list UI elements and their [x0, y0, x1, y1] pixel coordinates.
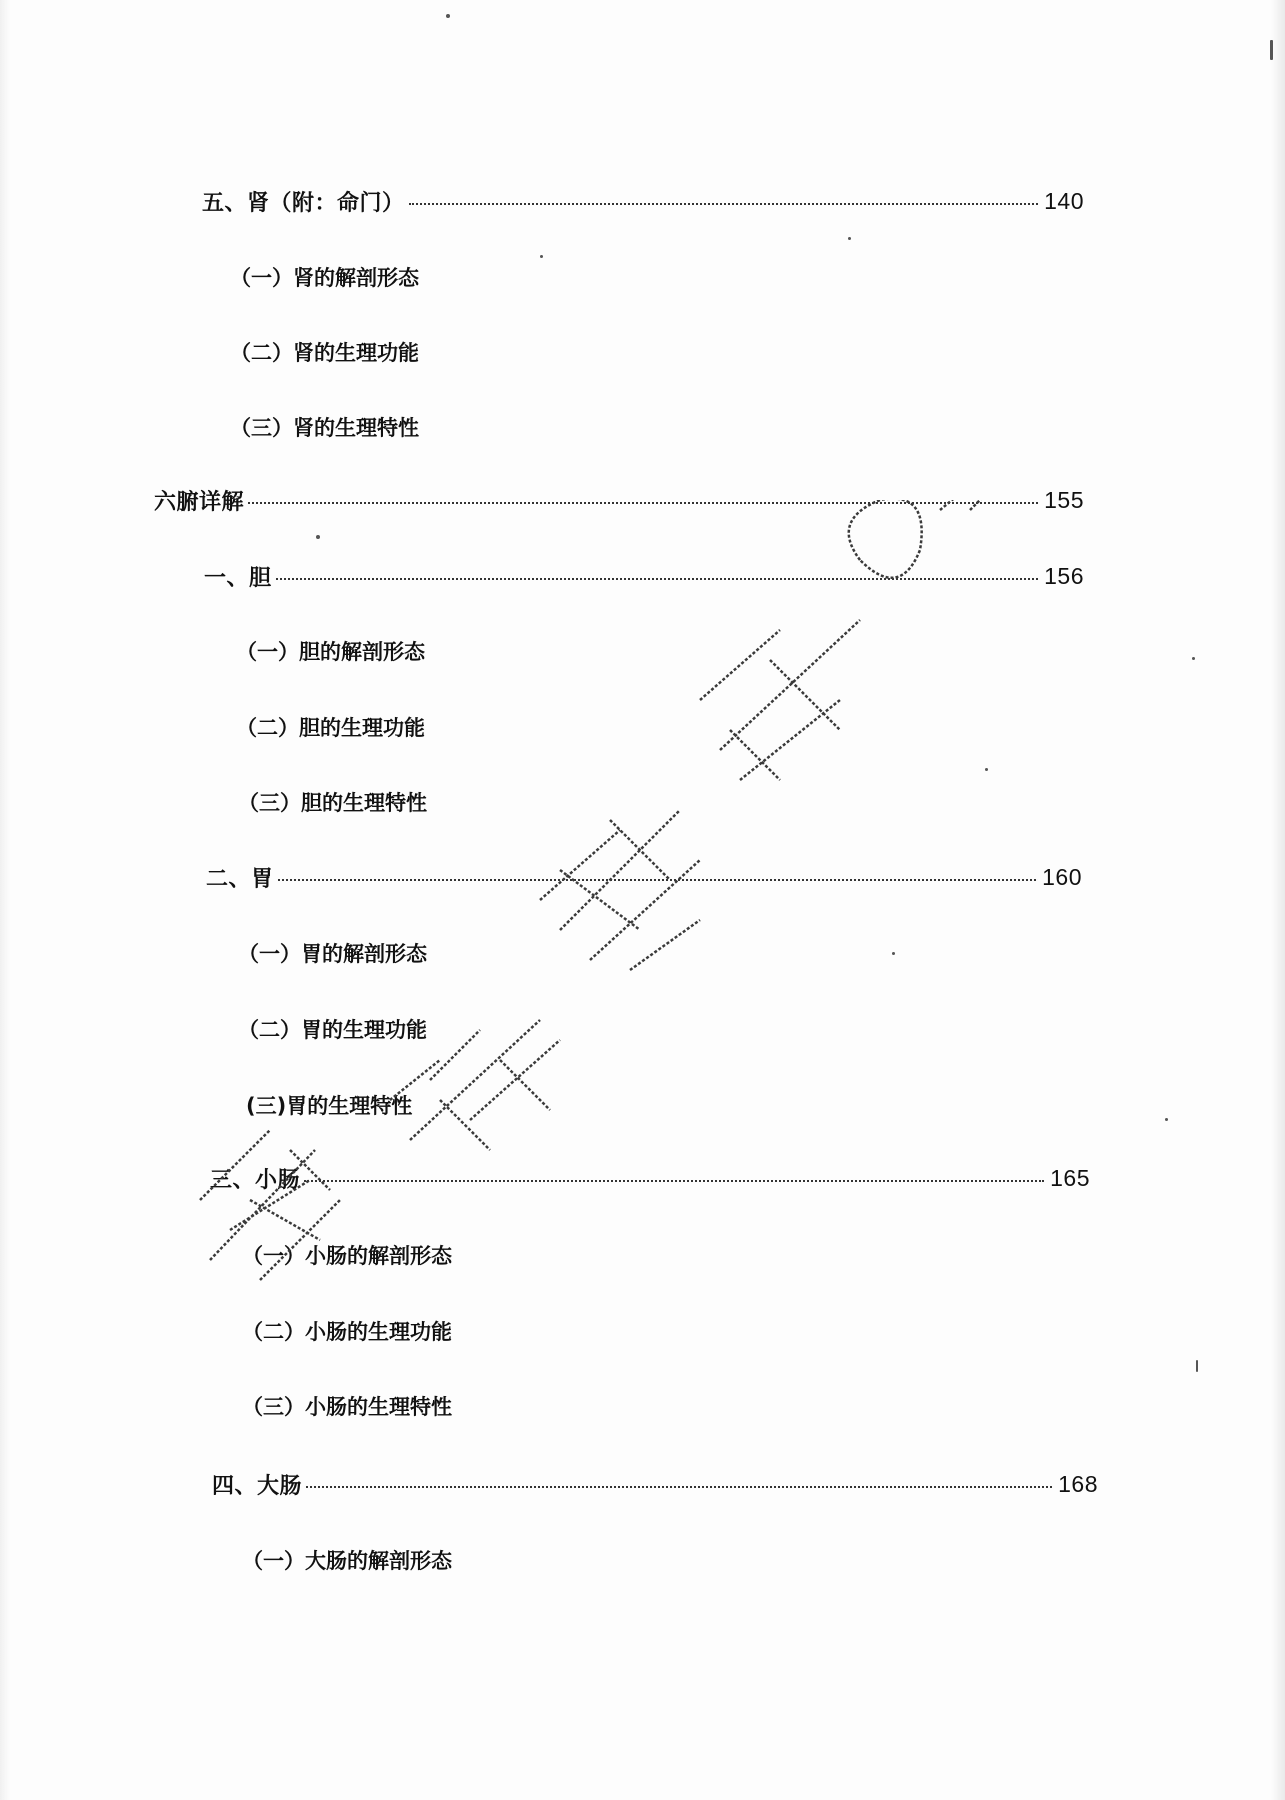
- toc-entry-title: （二）小肠的生理功能: [242, 1320, 452, 1344]
- toc-entry-title: 二、胃: [206, 866, 274, 892]
- toc-entry-sub[interactable]: [230, 407, 419, 447]
- scan-edge-left: [0, 0, 10, 1800]
- toc-entry-sub[interactable]: [236, 707, 425, 747]
- toc-page-number: 156: [1044, 562, 1084, 589]
- scan-speck: [892, 952, 895, 955]
- scan-edge-right: [1271, 0, 1285, 1800]
- toc-entry-section[interactable]: [206, 857, 1082, 897]
- toc-page-number: 155: [1044, 486, 1084, 513]
- toc-entry-title: （二）胃的生理功能: [238, 1018, 427, 1042]
- scan-speck: [848, 237, 851, 240]
- toc-page-number: 140: [1044, 187, 1084, 214]
- toc-entry-sub[interactable]: [230, 332, 419, 372]
- toc-entry-title: （一）小肠的解剖形态: [242, 1244, 452, 1268]
- toc-entry-title: 六腑详解: [154, 489, 245, 515]
- toc-entry-title: 三、小肠: [210, 1167, 301, 1193]
- toc-entry-sub[interactable]: [242, 1235, 452, 1275]
- scan-speck: [316, 535, 320, 539]
- toc-entry-sub[interactable]: [246, 1085, 412, 1125]
- scan-speck: [446, 14, 450, 18]
- toc-entry-sub[interactable]: [242, 1386, 452, 1426]
- toc-entry-sub[interactable]: [238, 1009, 427, 1049]
- toc-entry-section[interactable]: [212, 1464, 1098, 1504]
- toc-page-number: 168: [1058, 1470, 1098, 1497]
- toc-entry-sub[interactable]: [236, 631, 425, 671]
- toc-entry-title: 四、大肠: [212, 1473, 303, 1499]
- toc-entry-section[interactable]: [204, 556, 1084, 596]
- toc-entry-title: （二）肾的生理功能: [230, 341, 419, 365]
- toc-entry-sub[interactable]: [242, 1311, 452, 1351]
- toc-entry-sub[interactable]: [242, 1540, 452, 1580]
- toc-entry-title: (三)胃的生理特性: [246, 1094, 413, 1118]
- toc-entry-sub[interactable]: [238, 782, 427, 822]
- toc-entry-title: 五、肾（附：命门）: [202, 190, 405, 216]
- toc-dot-leader: [248, 502, 1038, 504]
- toc-page-number: 165: [1050, 1164, 1090, 1191]
- toc-entry-title: （一）肾的解剖形态: [230, 266, 419, 290]
- toc-entry-title: （一）大肠的解剖形态: [242, 1549, 452, 1573]
- toc-entry-title: （一）胆的解剖形态: [236, 640, 425, 664]
- toc-entry-title: （三）小肠的生理特性: [242, 1395, 452, 1419]
- toc-dot-leader: [276, 578, 1039, 580]
- toc-entry-chapter[interactable]: [154, 480, 1084, 520]
- toc-entry-section[interactable]: [202, 181, 1084, 221]
- scan-speck: [1192, 657, 1195, 660]
- scan-speck: [985, 768, 988, 771]
- scan-speck: [1270, 40, 1273, 60]
- scan-speck: [1165, 1118, 1168, 1121]
- toc-entry-title: 一、胆: [204, 565, 272, 591]
- toc-dot-leader: [409, 203, 1039, 205]
- toc-entry-title: （三）胆的生理特性: [238, 791, 427, 815]
- toc-entry-section[interactable]: [210, 1158, 1090, 1198]
- toc-dot-leader: [306, 1486, 1052, 1488]
- toc-dot-leader: [278, 879, 1037, 881]
- toc-dot-leader: [304, 1180, 1044, 1182]
- toc-page-number: 160: [1042, 863, 1082, 890]
- toc-entry-title: （一）胃的解剖形态: [238, 942, 427, 966]
- scan-speck: [1196, 1360, 1198, 1372]
- toc-entry-sub[interactable]: [238, 933, 427, 973]
- toc-entry-title: （二）胆的生理功能: [236, 716, 425, 740]
- watermark-glyph-4: [700, 620, 860, 780]
- toc-entry-sub[interactable]: [230, 257, 419, 297]
- scan-speck: [540, 255, 543, 258]
- toc-entry-title: （三）肾的生理特性: [230, 416, 419, 440]
